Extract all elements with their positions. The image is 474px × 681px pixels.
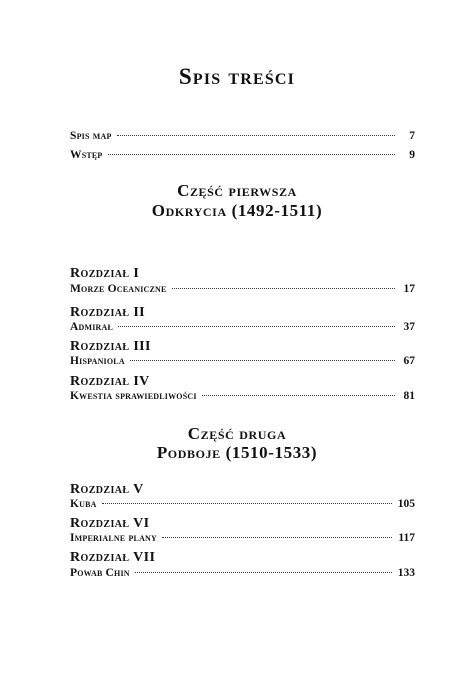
part-heading: Część pierwsza: [177, 181, 297, 200]
dot-leader: [118, 326, 395, 327]
toc-entry-chapter[interactable]: [70, 283, 415, 295]
dot-leader: [202, 395, 395, 396]
page-title: Spis treści: [178, 64, 296, 89]
toc-entry-spis-map[interactable]: [70, 130, 415, 142]
entry-label: Kuba: [70, 498, 97, 510]
chapter-number: Rozdział I: [70, 266, 140, 281]
entry-page-number: 105: [397, 498, 415, 510]
entry-page-number: 7: [409, 130, 415, 142]
entry-page-number: 117: [398, 532, 415, 544]
entry-label: Spis map: [70, 130, 112, 142]
entry-page-number: 67: [403, 355, 415, 367]
chapter-number: Rozdział II: [70, 305, 146, 320]
dot-leader: [162, 537, 392, 538]
entry-label: Kwestia sprawiedliwości: [70, 390, 197, 402]
entry-label: Admirał: [70, 321, 114, 333]
toc-entry-chapter[interactable]: [70, 567, 415, 579]
chapter-number: Rozdział V: [70, 482, 144, 497]
entry-label: Hispaniola: [70, 355, 125, 367]
entry-label: Morze Oceaniczne: [70, 283, 167, 295]
entry-label: Wstęp: [70, 149, 103, 161]
dot-leader: [108, 154, 395, 155]
toc-entry-chapter[interactable]: [70, 355, 415, 367]
toc-entry-chapter[interactable]: [70, 532, 415, 544]
entry-page-number: 81: [403, 390, 415, 402]
entry-page-number: 17: [403, 283, 415, 295]
dot-leader: [172, 288, 395, 289]
toc-entry-wstep[interactable]: [70, 149, 415, 161]
entry-page-number: 37: [403, 321, 415, 333]
part-heading: Część druga: [187, 424, 287, 443]
toc-entry-chapter[interactable]: [70, 390, 415, 402]
chapter-number: Rozdział VII: [70, 550, 156, 565]
entry-label: Powab Chin: [70, 567, 130, 579]
dot-leader: [130, 360, 395, 361]
toc-entry-chapter[interactable]: [70, 321, 415, 333]
dot-leader: [102, 503, 392, 504]
entry-page-number: 9: [409, 149, 415, 161]
dot-leader: [135, 572, 392, 573]
entry-page-number: 133: [397, 567, 415, 579]
dot-leader: [117, 135, 395, 136]
chapter-number: Rozdział IV: [70, 374, 150, 389]
part-subtitle: Podboje (1510-1533): [156, 443, 318, 462]
chapter-number: Rozdział VI: [70, 516, 150, 531]
entry-label: Imperialne plany: [70, 532, 157, 544]
toc-entry-chapter[interactable]: [70, 498, 415, 510]
chapter-number: Rozdział III: [70, 339, 151, 354]
part-subtitle: Odkrycia (1492-1511): [151, 201, 323, 220]
